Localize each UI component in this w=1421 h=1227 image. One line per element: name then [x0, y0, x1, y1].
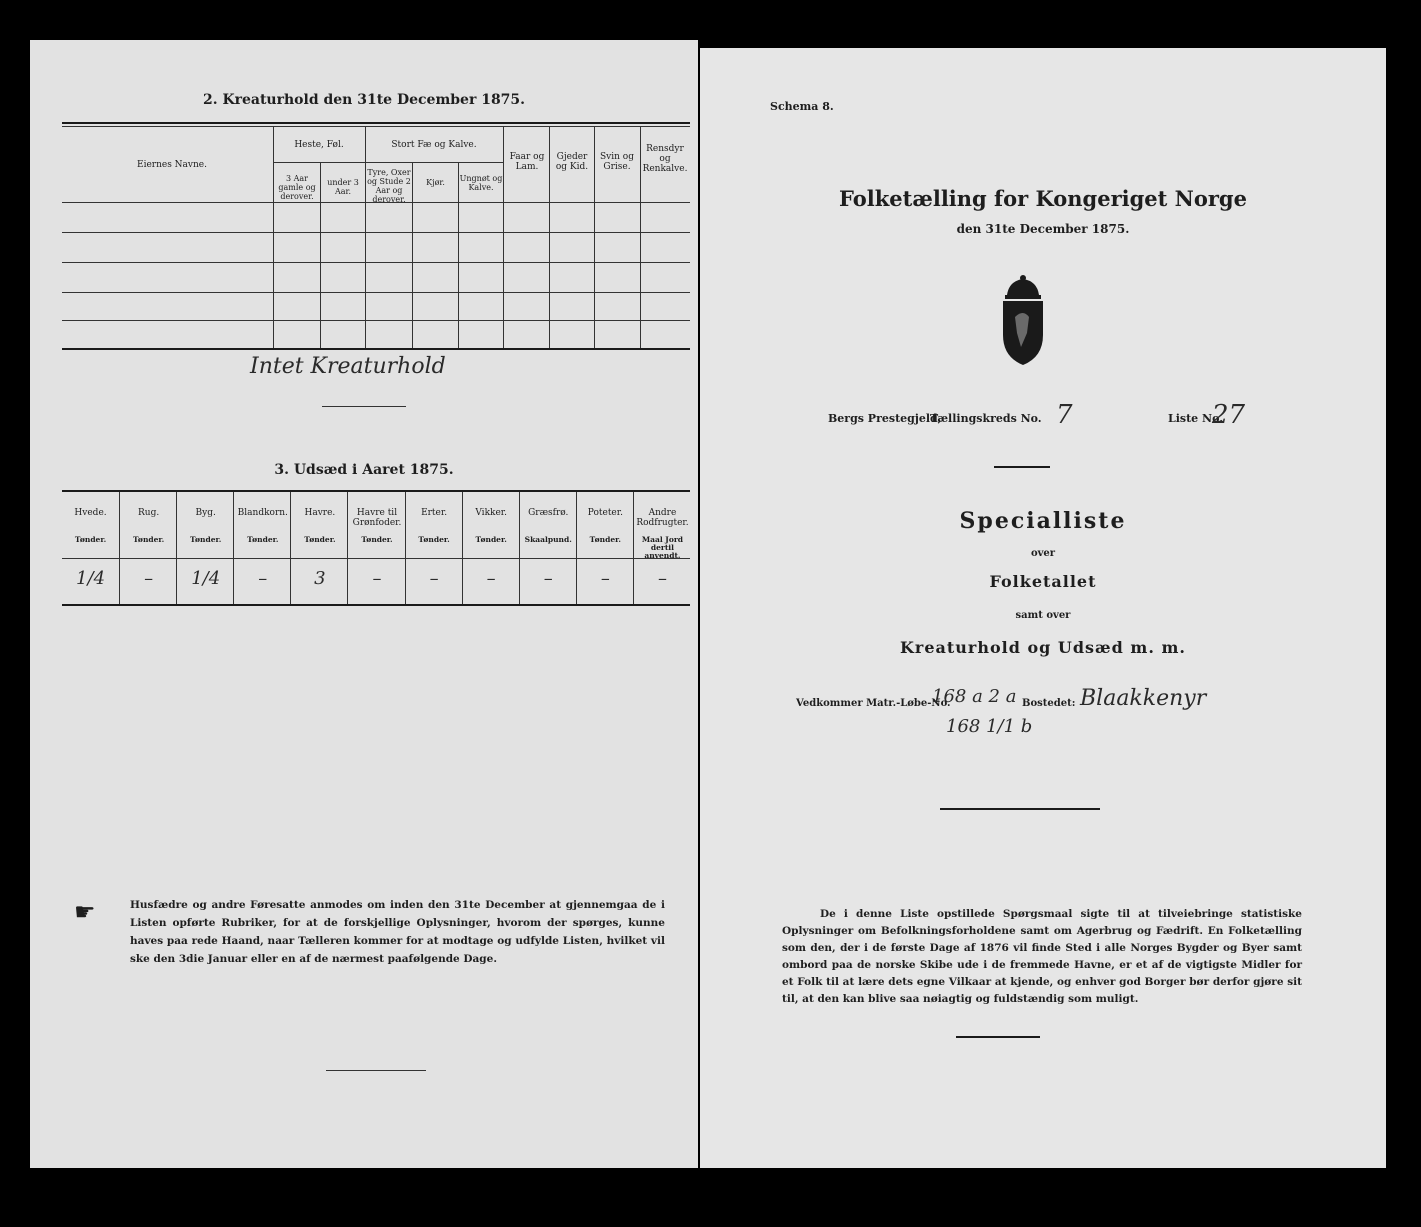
parish-label: Bergs Prestegjeld, — [828, 412, 942, 425]
seed-unit: Tønder. — [304, 535, 336, 544]
col-line — [549, 126, 550, 348]
seed-value: – — [486, 568, 496, 589]
kreaturhold-title: Kreaturhold og Udsæd m. m. — [900, 638, 1186, 657]
seed-value: – — [657, 568, 667, 589]
table-top-rule — [62, 122, 690, 124]
table-top-rule-2 — [62, 126, 690, 127]
seed-value: – — [144, 568, 154, 589]
sheep-header: Faar og Lam. — [509, 152, 545, 172]
footer-text: De i denne Liste opstillede Spørgsmaal sigte til at tilveiebringe statistiske Oplysninger om Befolkningsforholdene samt om Agerbrug og Fædrift. En Folketælling som den, der i de første Dage af 1876 vil finde Sted i alle Norges Bygder og Byer samt ombord paa de norske Skibe ude i de fremmede Havne, er et af de vigtigste Midler for et Folk til at lære dets egne Vilkaar at kjende, og enhver god Borger bør derfor gjøre sit til, at den kan blive saa nøiagtig og fuldstændig som muligt. — [782, 908, 1302, 1005]
section2-title: 2. Kreaturhold den 31te December 1875. — [202, 92, 526, 108]
seed-table-bottom — [62, 604, 690, 606]
seed-name: Hvede. — [74, 508, 107, 518]
matr-value-1: 168 a 2 a — [932, 686, 1017, 707]
row-line — [62, 262, 690, 263]
cattle-header: Stort Fæ og Kalve. — [391, 140, 477, 150]
seed-value: – — [543, 568, 553, 589]
seed-value: 1/4 — [76, 568, 106, 589]
seed-name: Rug. — [138, 508, 160, 518]
district-label: Tællingskreds No. — [930, 412, 1042, 425]
row-line — [62, 292, 690, 293]
over-1: over — [1030, 548, 1056, 559]
seed-unit: Maal Jord dertil anvendt. — [641, 535, 684, 560]
cattle-sub-1: Tyre, Oxer og Stude 2 Aar og derover. — [367, 168, 411, 204]
divider — [994, 466, 1050, 468]
seed-value: – — [372, 568, 382, 589]
seed-column — [633, 492, 691, 604]
matr-value-2: 168 1/1 b — [946, 716, 1033, 737]
handwritten-livestock: Intet Kreaturhold — [250, 354, 446, 379]
goats-header: Gjeder og Kid. — [555, 152, 589, 172]
seed-unit: Tønder. — [190, 535, 222, 544]
seed-name: Blandkorn. — [237, 508, 288, 518]
district-value: 7 — [1056, 400, 1073, 430]
main-subtitle: den 31te December 1875. — [956, 222, 1130, 236]
seed-name: Havre. — [304, 508, 336, 518]
list-value: 27 — [1212, 400, 1246, 430]
col-line — [365, 126, 366, 348]
seed-unit: Tønder. — [589, 535, 622, 544]
main-title: Folketælling for Kongeriget Norge — [839, 186, 1247, 211]
reindeer-header: Rensdyr og Renkalve. — [642, 144, 688, 174]
pointing-hand-icon: ☛ — [74, 898, 96, 926]
list-label: Liste No. — [1168, 412, 1224, 425]
row-line — [62, 320, 690, 321]
folketallet: Folketallet — [989, 572, 1097, 591]
seed-unit: Tønder. — [418, 535, 450, 544]
seed-table — [62, 492, 690, 604]
cattle-sub-3: Ungnøt og Kalve. — [459, 174, 503, 192]
left-page — [30, 40, 698, 1168]
seed-name: Vikker. — [475, 508, 507, 518]
sub-rule — [273, 162, 503, 163]
seed-unit: Tønder. — [475, 535, 507, 544]
coat-of-arms-icon — [995, 273, 1051, 369]
seed-name: Poteter. — [587, 508, 623, 518]
seed-value: – — [600, 568, 610, 589]
col-line — [503, 126, 504, 348]
cattle-sub-2: Kjør. — [426, 178, 445, 187]
seed-unit: Tønder. — [132, 535, 165, 544]
right-page — [700, 48, 1386, 1168]
row-line — [62, 232, 690, 233]
seed-name: Græsfrø. — [528, 508, 569, 518]
bostedet-value: Blaakkenyr — [1080, 686, 1207, 711]
bostedet-label: Bostedet: — [1022, 698, 1076, 709]
table-bottom-rule — [62, 348, 690, 350]
horses-header: Heste, Føl. — [294, 140, 344, 150]
pigs-header: Svin og Grise. — [600, 152, 634, 172]
seed-column — [290, 492, 348, 604]
section3-title: 3. Udsæd i Aaret 1875. — [274, 462, 454, 478]
col-line — [594, 126, 595, 348]
seed-name: Erter. — [421, 508, 448, 518]
divider — [326, 1070, 426, 1071]
seed-column — [519, 492, 577, 604]
horses-sub-1: 3 Aar gamle og derover. — [278, 174, 316, 201]
seed-column — [233, 492, 291, 604]
owner-header: Eiernes Navne. — [137, 160, 207, 170]
divider — [940, 808, 1100, 810]
seed-value: – — [258, 568, 268, 589]
seed-name: Byg. — [195, 508, 216, 518]
seed-name: Havre til Grønfoder. — [352, 508, 402, 528]
seed-value: – — [429, 568, 439, 589]
seed-column — [576, 492, 634, 604]
seed-unit: Tønder. — [361, 535, 393, 544]
seed-name: Andre Rodfrugter. — [636, 508, 689, 528]
seed-unit: Tønder. — [74, 535, 107, 544]
special-title: Specialliste — [959, 508, 1127, 534]
seed-column — [62, 492, 119, 604]
col-line — [273, 126, 274, 348]
schema-label: Schema 8. — [770, 100, 834, 113]
matr-label: Vedkommer Matr.-Løbe-No. — [796, 698, 951, 709]
seed-column — [176, 492, 234, 604]
seed-unit: Skaalpund. — [524, 535, 572, 544]
samt-over: samt over — [1015, 610, 1071, 621]
divider — [956, 1036, 1040, 1038]
seed-column — [405, 492, 463, 604]
horses-sub-2: under 3 Aar. — [327, 178, 359, 196]
seed-value: 3 — [314, 568, 326, 589]
seed-column — [462, 492, 520, 604]
seed-unit: Tønder. — [247, 535, 279, 544]
divider — [322, 406, 406, 407]
seed-value: 1/4 — [191, 568, 221, 589]
seed-column — [347, 492, 405, 604]
notice-text: Husfædre og andre Føresatte anmodes om inden den 31te December at gjennemgaa de i Listen opførte Rubriker, for at de forskjellige Oplysninger, hvorom der spørges, kunne haves paa rede Haand, naar Tælleren kommer for at modtage og udfylde Listen, hvilket vil ske den 3die Januar eller en af de nærmest paafølgende Dage. — [130, 899, 665, 965]
seed-column — [119, 492, 177, 604]
